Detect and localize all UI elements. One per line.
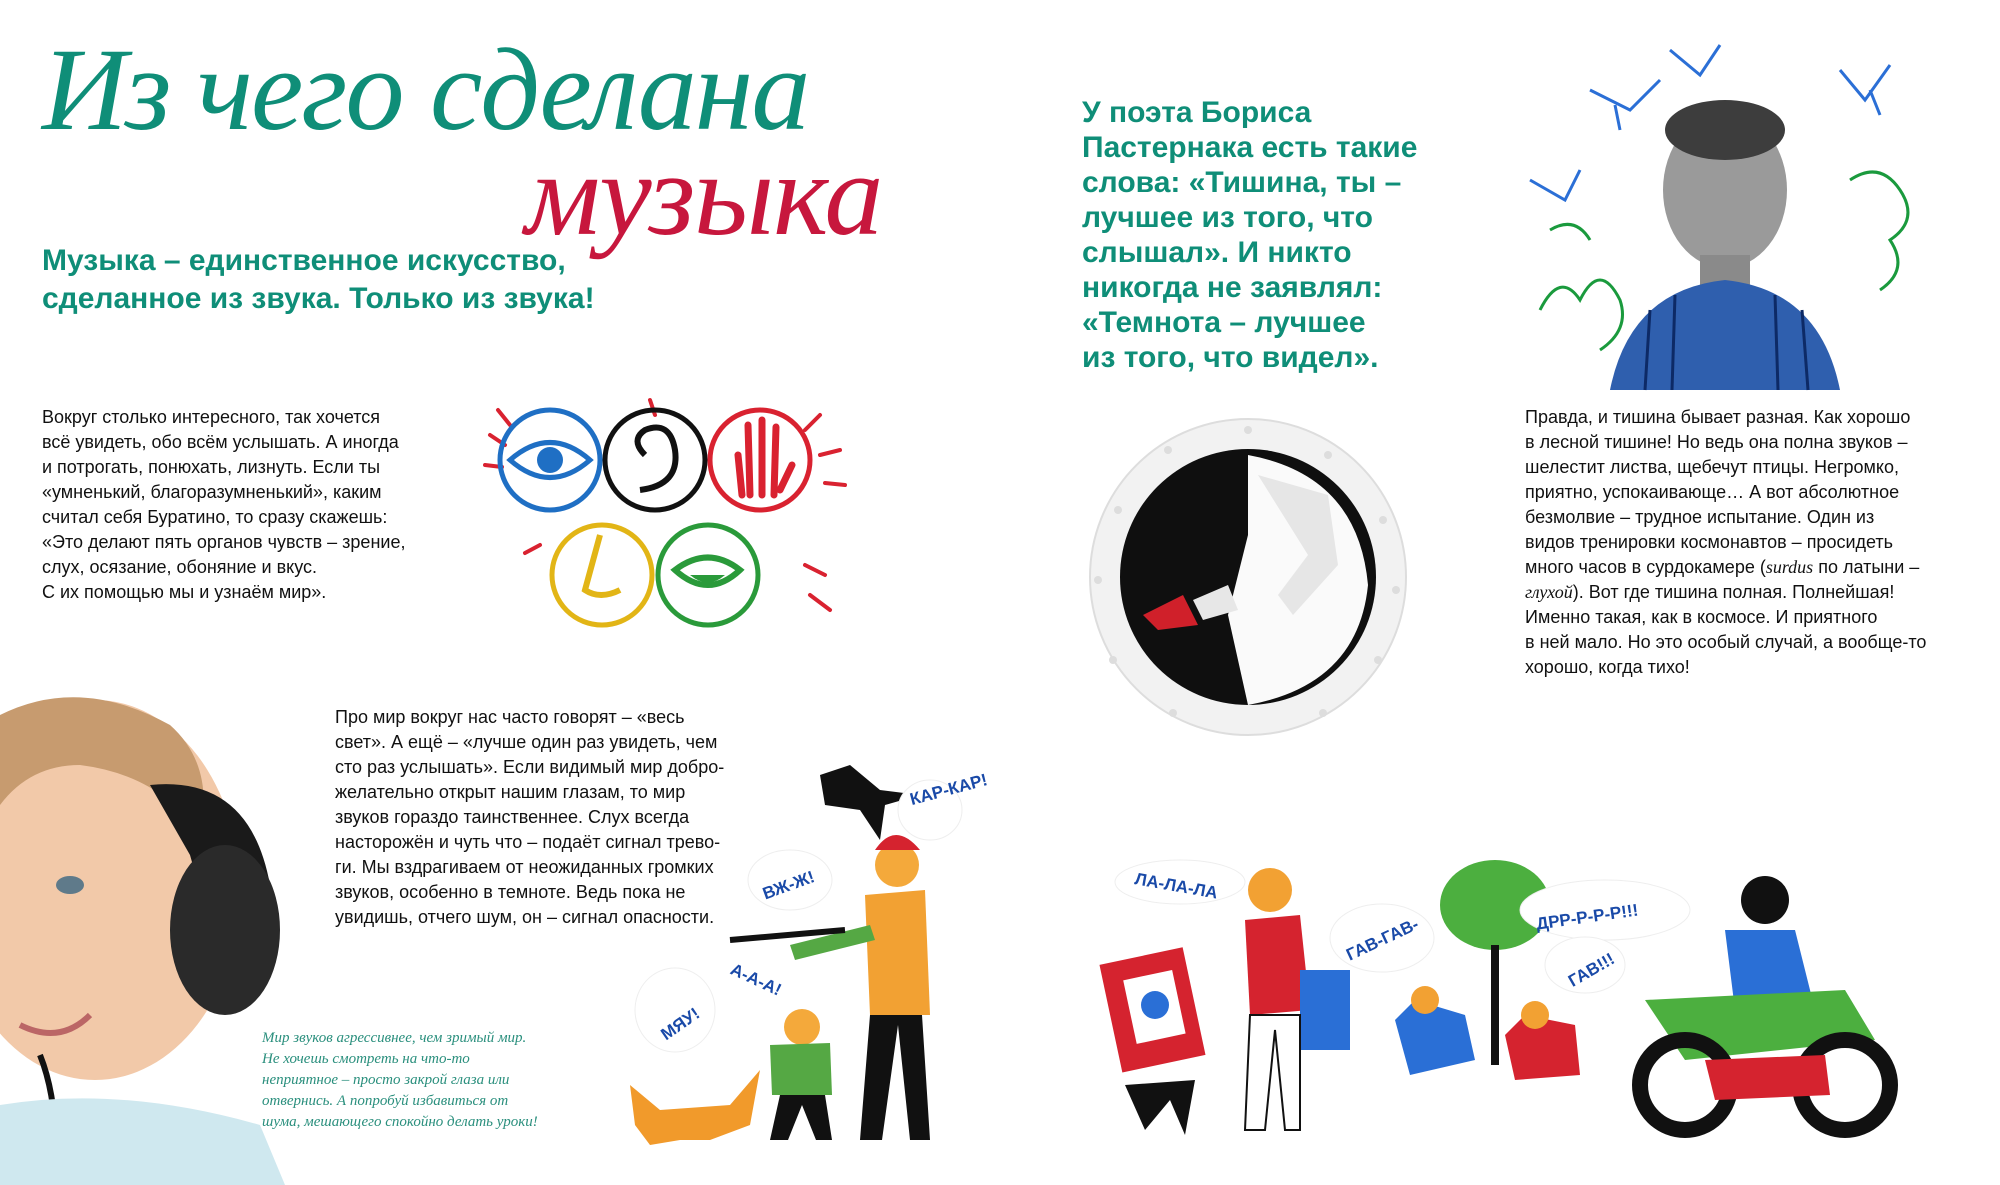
bubble-drr: ДРР-Р-Р-Р!!! — [1534, 900, 1640, 934]
paragraph-line: С их помощью мы и узнаём мир». — [42, 582, 327, 602]
paragraph-line: и потрогать, понюхать, лизнуть. Если ты — [42, 457, 381, 477]
page-title-line1: Из чего сделана — [42, 24, 809, 155]
quote-line: лучшее из того, что — [1082, 201, 1373, 234]
quote-line: слова: «Тишина, ты – — [1082, 166, 1402, 199]
bubble-vzh: ВЖ-Ж! — [760, 867, 818, 904]
paragraph-line: Правда, и тишина бывает разная. Как хорошо — [1525, 407, 1911, 427]
pasternak-portrait — [1520, 30, 1940, 390]
paragraph-line: в ней мало. Но это особый случай, а вообще-то — [1525, 632, 1927, 652]
bubble-lalala: ЛА-ЛА-ЛА — [1133, 869, 1220, 903]
nose-icon — [552, 525, 652, 625]
paragraph-fragment: ). Вот где тишина полная. Полнейшая! — [1572, 582, 1895, 602]
paragraph-line: свет». А ещё – «лучше один раз увидеть, чем — [335, 732, 718, 752]
hand-icon — [710, 410, 810, 510]
caption-line: шума, мешающего спокойно делать уроки! — [262, 1114, 538, 1130]
quote-line: «Темнота – лучшее — [1082, 306, 1366, 339]
paragraph-line: считал себя Буратино, то сразу скажешь: — [42, 507, 388, 527]
latin-word: surdus — [1765, 557, 1814, 577]
paragraph-line — [1525, 580, 1955, 605]
paragraph-line: в лесной тишине! Но ведь она полна звуков – — [1525, 432, 1908, 452]
bubble-myau: МЯУ! — [657, 1003, 704, 1044]
paragraph-line: «умненький, благоразумненький», каким — [42, 482, 382, 502]
translation-word: глухой — [1525, 582, 1573, 602]
paragraph-line: звуков гораздо таинственнее. Слух всегда — [335, 807, 690, 827]
paragraph-line: всё увидеть, обо всём услышать. А иногда — [42, 432, 399, 452]
paragraph-fragment: по латыни – — [1813, 557, 1920, 577]
paragraph-line — [1525, 555, 1955, 580]
mouth-icon — [658, 525, 758, 625]
paragraph-line: сто раз услышать». Если видимый мир добро- — [335, 757, 725, 777]
eye-icon — [500, 410, 600, 510]
child-headphones-photo — [0, 685, 285, 1185]
hunting-scene-illustration — [620, 765, 990, 1150]
paragraph-line: безмолвие – трудное испытание. Один из — [1525, 507, 1875, 527]
caption-line: отвернись. А попробуй избавиться от — [262, 1093, 509, 1109]
quote-line: никогда не заявлял: — [1082, 271, 1383, 304]
porthole-illustration — [1078, 415, 1418, 740]
paragraph-senses — [42, 405, 442, 605]
quote-line: слышал». И никто — [1082, 236, 1352, 269]
paragraph-line: насторожён и чуть что – подаёт сигнал трево- — [335, 832, 721, 852]
page-title-line2: музыка — [525, 129, 883, 260]
paragraph-line: слух, осязание, обоняние и вкус. — [42, 557, 318, 577]
subtitle — [42, 242, 682, 318]
paragraph-silence — [1525, 405, 1955, 680]
paragraph-line: шелестит листва, щебечут птицы. Негромко, — [1525, 457, 1900, 477]
ear-icon — [605, 410, 705, 510]
paragraph-line: видов тренировки космонавтов – просидеть — [1525, 532, 1894, 552]
paragraph-line: желательно открыт нашим глазам, то мир — [335, 782, 686, 802]
paragraph-line: приятно, успокаивающе… А вот абсолютное — [1525, 482, 1900, 502]
paragraph-line: Вокруг столько интересного, так хочется — [42, 407, 381, 427]
quote-line: Пастернака есть такие — [1082, 131, 1418, 164]
paragraph-line: ги. Мы вздрагиваем от неожиданных громких — [335, 857, 714, 877]
paragraph-line: Именно такая, как в космосе. И приятного — [1525, 607, 1878, 627]
bubble-gav3: ГАВ!!! — [1564, 949, 1618, 991]
bubble-kar: КАР-КАР! — [907, 770, 990, 810]
paragraph-line: звуков, особенно в темноте. Ведь пока не — [335, 882, 686, 902]
street-noise-illustration — [1085, 860, 1905, 1160]
caption-line: Мир звуков агрессивнее, чем зримый мир. — [262, 1030, 527, 1046]
subtitle-line: сделанное из звука. Только из звука! — [42, 282, 595, 315]
caption-line: неприятное – просто закрой глаза или — [262, 1072, 510, 1088]
subtitle-line: Музыка – единственное искусство, — [42, 244, 566, 277]
quote-line: из того, что видел». — [1082, 341, 1379, 374]
caption — [262, 1028, 592, 1133]
paragraph-line: увидишь, отчего шум, он – сигнал опасности. — [335, 907, 715, 927]
pasternak-quote — [1082, 95, 1482, 375]
five-senses-illustration — [480, 395, 860, 645]
bubble-aaa: А-А-А! — [727, 959, 785, 1000]
paragraph-fragment: много часов в сурдокамере ( — [1525, 557, 1766, 577]
bubble-gav2: ГАВ-ГАВ- — [1343, 914, 1422, 965]
paragraph-line: Про мир вокруг нас часто говорят – «весь — [335, 707, 685, 727]
paragraph-line: «Это делают пять органов чувств – зрение, — [42, 532, 406, 552]
caption-line: Не хочешь смотреть на что-то — [262, 1051, 470, 1067]
quote-line: У поэта Бориса — [1082, 96, 1312, 129]
paragraph-line: хорошо, когда тихо! — [1525, 657, 1690, 677]
